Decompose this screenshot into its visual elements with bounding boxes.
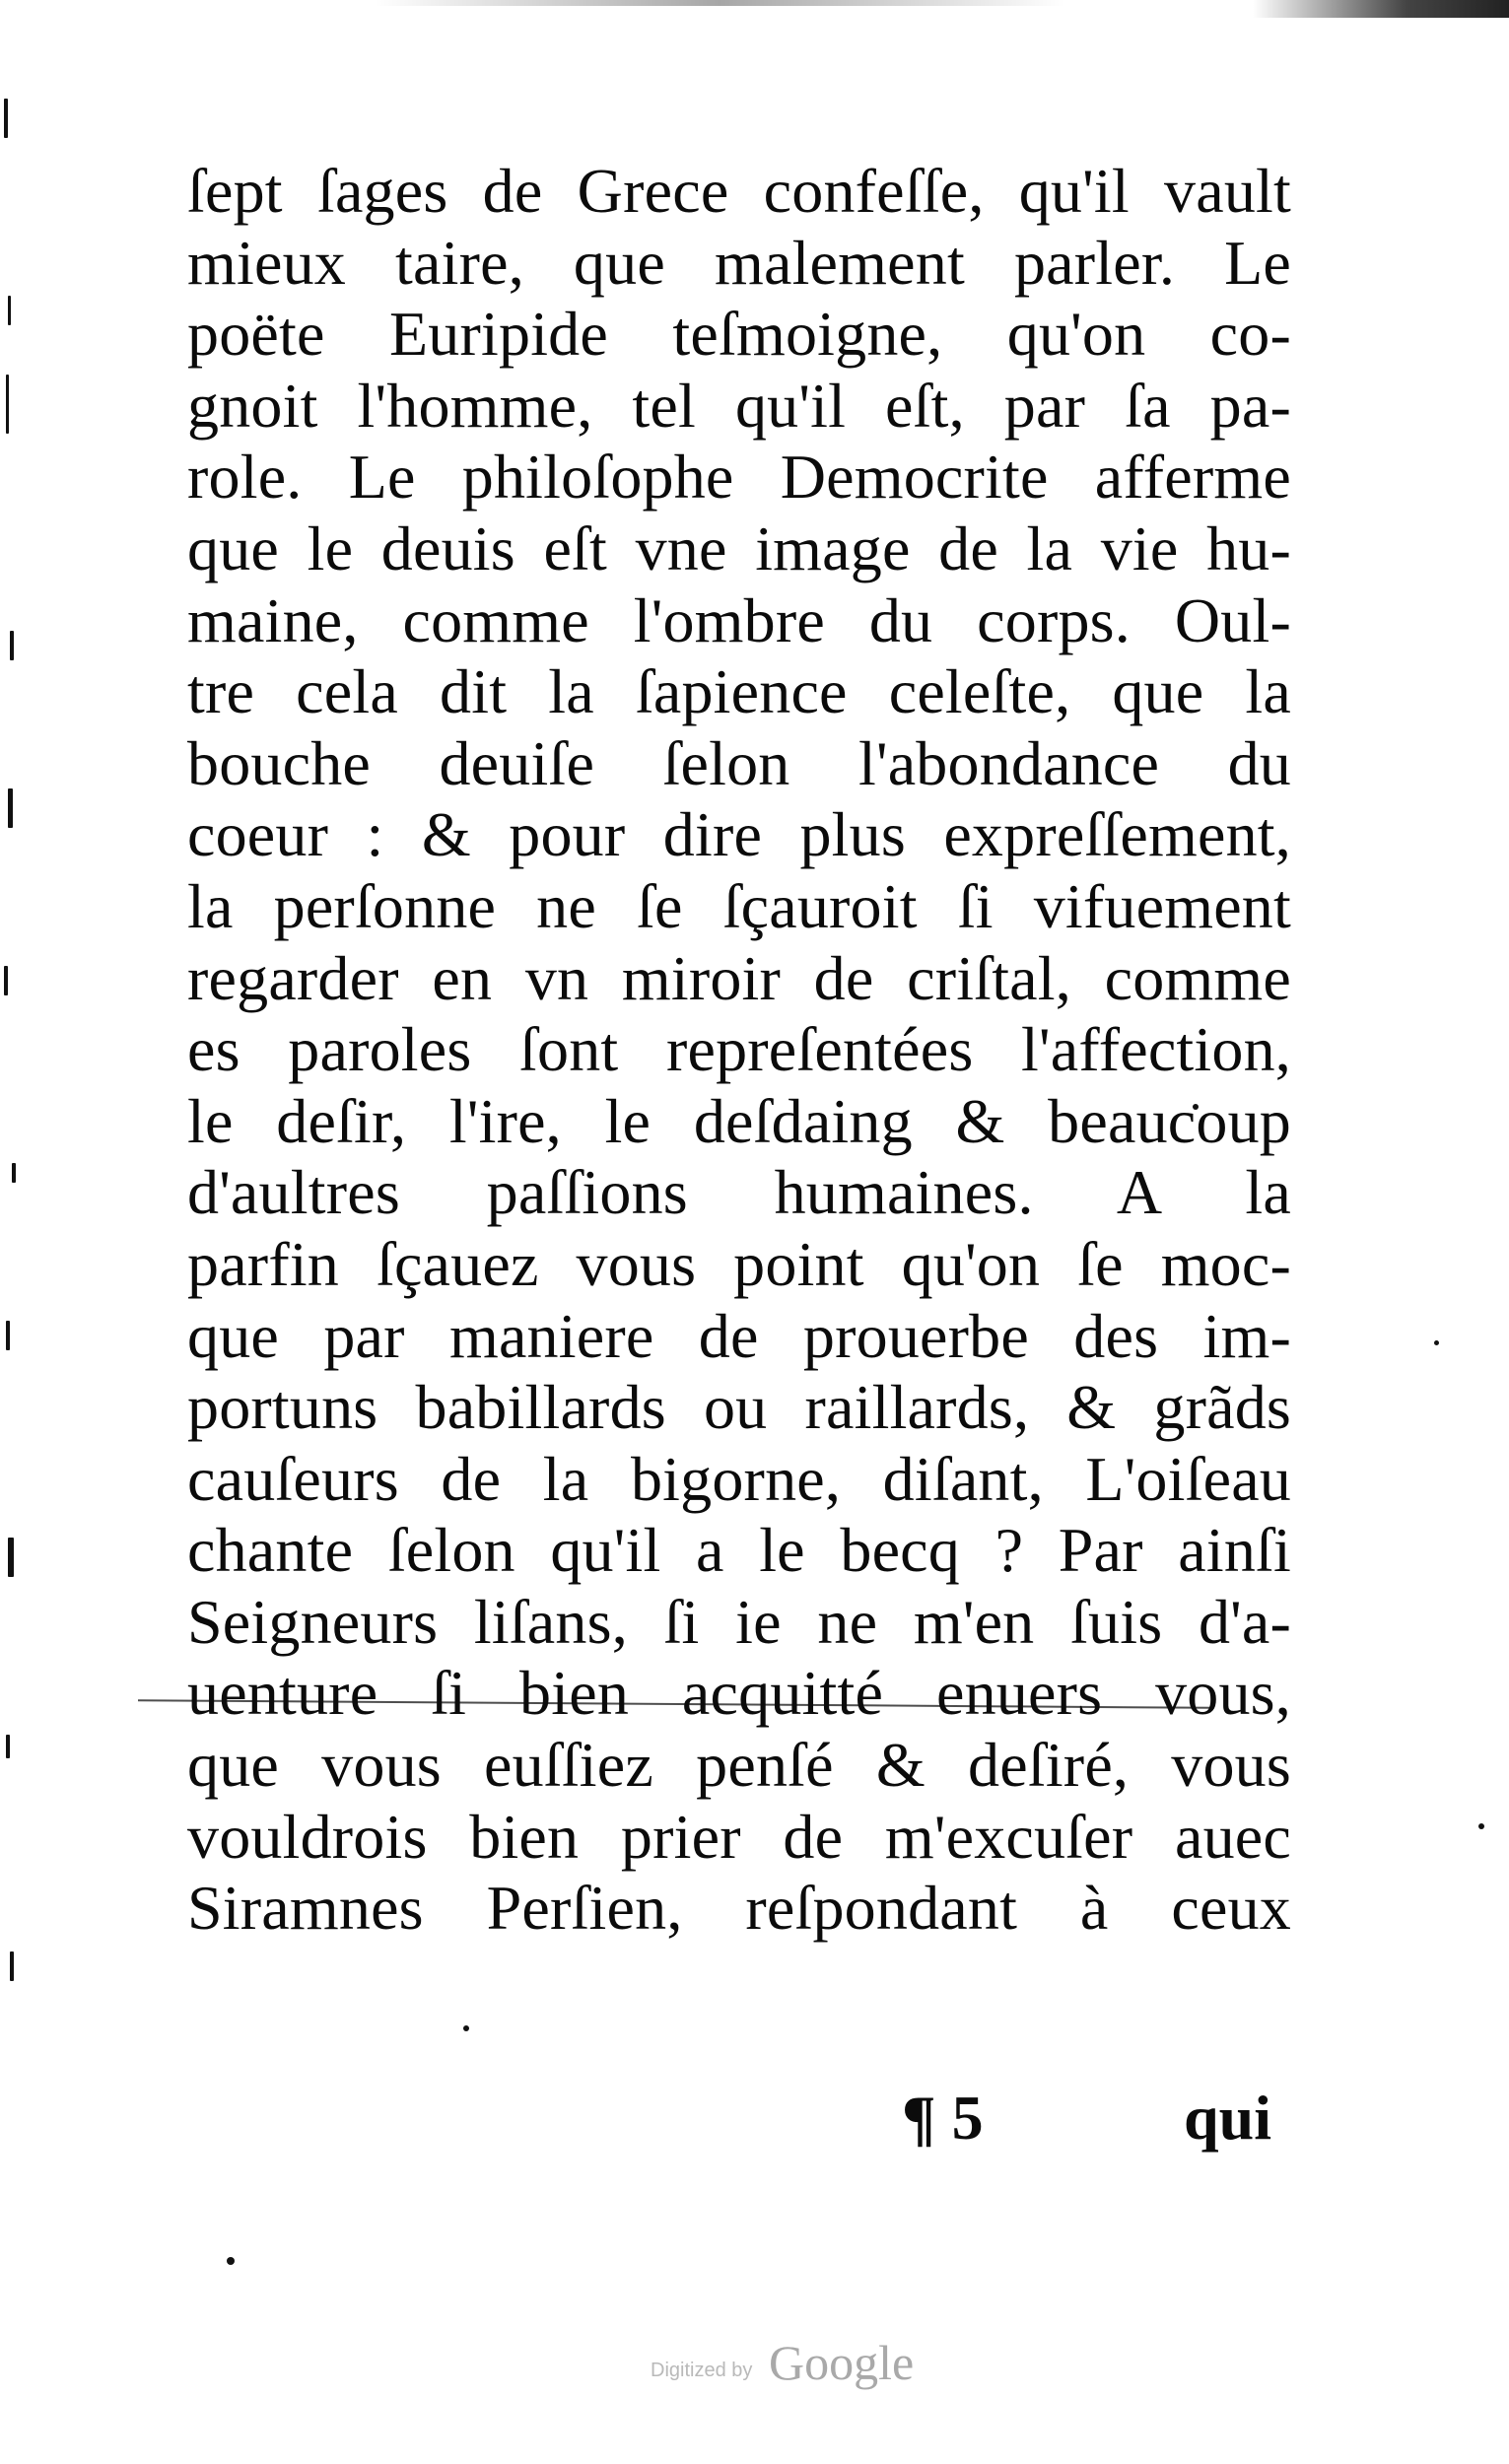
text-line: le deſir, l'ire, le deſdaing & beaucoup: [187, 1085, 1291, 1156]
catchword: qui: [1184, 2083, 1271, 2153]
speck: [463, 2025, 469, 2031]
scan-edge-top-shadow: [375, 0, 1064, 6]
text-line: es paroles ſont repreſentées l'affection,: [187, 1014, 1291, 1085]
text-line: parfin ſçauez vous point qu'on ſe moc-: [187, 1228, 1291, 1299]
text-line: gnoit l'homme, tel qu'il eſt, par ſa pa-: [187, 370, 1291, 441]
page-footer: [187, 2082, 1291, 2160]
left-margin-speckles: [0, 79, 28, 2050]
text-line: vouldrois bien prier de m'excuſer auec: [187, 1801, 1291, 1872]
text-line: chante ſelon qu'il a le becq ? Par ainſi: [187, 1515, 1291, 1586]
watermark-prefix: Digitized by: [651, 2360, 753, 2381]
text-line: uenture ſi bien acquitté enuers vous,: [187, 1658, 1291, 1729]
text-line: que le deuis eſt vne image de la vie hu-: [187, 513, 1291, 583]
text-line: poëte Euripide teſmoigne, qu'on co-: [187, 299, 1291, 370]
watermark-brand: Google: [769, 2335, 915, 2390]
text-line: bouche deuiſe ſelon l'abondance du: [187, 727, 1291, 798]
speck: [1478, 1823, 1484, 1829]
text-line: mieux taire, que malement parler. Le: [187, 227, 1291, 298]
text-line: coeur : & pour dire plus expreſſement,: [187, 799, 1291, 870]
scan-edge-shadow: [1253, 0, 1509, 18]
text-line: que vous euſſiez penſé & deſiré, vous: [187, 1730, 1291, 1801]
text-line: Seigneurs liſans, ſi ie ne m'en ſuis d'a-: [187, 1586, 1291, 1657]
text-line: Siramnes Perſien, reſpondant à ceux: [187, 1873, 1291, 1944]
text-line: maine, comme l'ombre du corps. Oul-: [187, 584, 1291, 655]
text-line: portuns babillards ou raillards, & grãds: [187, 1372, 1291, 1443]
text-line: tre cela dit la ſapience celeſte, que la: [187, 656, 1291, 727]
speck: [1434, 1340, 1439, 1345]
digitized-watermark: [651, 2334, 986, 2393]
text-line: regarder en vn miroir de criſtal, comme: [187, 942, 1291, 1013]
text-line: que par maniere de prouerbe des im-: [187, 1300, 1291, 1371]
speck: [227, 2257, 235, 2265]
text-line: la perſonne ne ſe ſçauroit ſi vifuement: [187, 870, 1291, 941]
signature-mark: ¶ 5: [902, 2083, 984, 2153]
body-text: [187, 156, 1291, 1945]
text-line: d'aultres paſſions humaines. A la: [187, 1157, 1291, 1228]
text-line: cauſeurs de la bigorne, diſant, L'oiſeau: [187, 1443, 1291, 1514]
text-line: ſept ſages de Grece confeſſe, qu'il vault: [187, 156, 1291, 226]
text-line: role. Le philoſophe Democrite afferme: [187, 442, 1291, 513]
